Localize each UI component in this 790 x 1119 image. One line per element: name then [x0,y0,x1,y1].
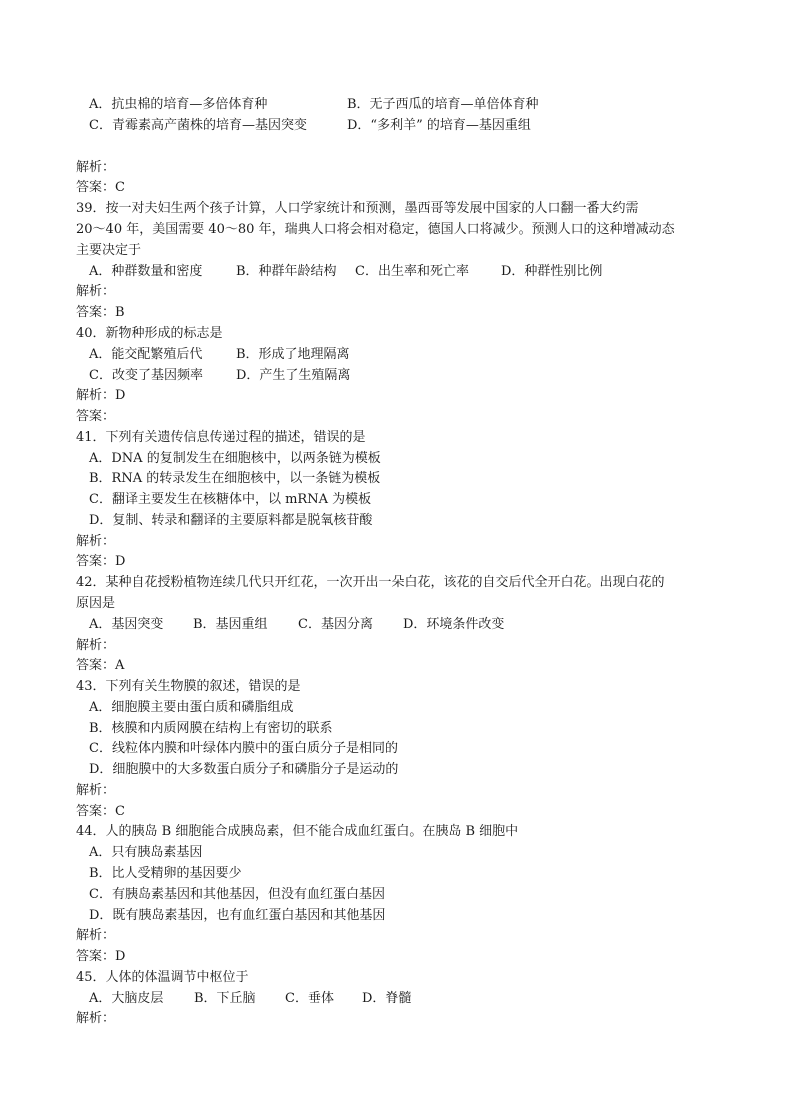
q39-option-c: C．出生率和死亡率 [355,264,469,279]
q42-option-b: B．基因重组 [193,617,268,632]
q38-answer: 答案：C [76,180,125,195]
q44-stem: 44．人的胰岛 B 细胞能合成胰岛素，但不能合成血红蛋白。在胰岛 B 细胞中 [76,824,519,839]
q45-option-d: D．脊髓 [362,991,412,1006]
q40-answer: 答案： [76,409,116,424]
q41-option-b: B．RNA 的转录发生在细胞核中，以一条链为模板 [89,471,381,486]
q45-option-a: A．大脑皮层 [89,991,164,1006]
q44-option-a: A．只有胰岛素基因 [89,845,203,860]
q41-analysis: 解析： [76,534,116,549]
q43-option-d: D．细胞膜中的大多数蛋白质分子和磷脂分子是运动的 [89,762,399,777]
q38-options-row-2 [89,116,531,137]
q43-option-c: C．线粒体内膜和叶绿体内膜中的蛋白质分子是相同的 [89,741,398,756]
q43-stem: 43．下列有关生物膜的叙述，错误的是 [76,679,301,694]
q41-option-d: D．复制、转录和翻译的主要原料都是脱氧核苷酸 [89,513,373,528]
q39-options-row [89,262,602,283]
q45-option-b: B．下丘脑 [194,991,256,1006]
q43-option-b: B．核膜和内质网膜在结构上有密切的联系 [89,721,333,736]
q41-answer: 答案：D [76,554,126,569]
q40-option-d: D．产生了生殖隔离 [236,368,351,383]
q38-option-c: C．青霉素高产菌株的培育—基因突变 [89,118,307,133]
q42-answer: 答案：A [76,658,125,673]
q43-answer: 答案：C [76,804,125,819]
q41-option-a: A．DNA 的复制发生在细胞核中，以两条链为模板 [89,451,381,466]
q38-options-row-1 [89,95,539,116]
q45-analysis: 解析： [76,1011,116,1026]
q44-option-d: D．既有胰岛素基因，也有血红蛋白基因和其他基因 [89,908,386,923]
q42-stem-1: 42．某种自花授粉植物连续几代只开红花，一次开出一朵白花，该花的自交后代全开白花。出现白花的 [76,575,665,590]
q38-option-b: B．无子西瓜的培育—单倍体育种 [347,97,539,112]
q45-stem: 45．人体的体温调节中枢位于 [76,970,249,985]
q39-answer: 答案：B [76,305,125,320]
q42-stem-2: 原因是 [76,596,116,611]
q38-option-a: A．抗虫棉的培育—多倍体育种 [89,97,268,112]
q39-stem-1: 39．按一对夫妇生两个孩子计算，人口学家统计和预测，墨西哥等发展中国家的人口翻一番大约需 [76,201,639,216]
q40-analysis: 解析：D [76,388,126,403]
q43-option-a: A．细胞膜主要由蛋白质和磷脂组成 [89,700,294,715]
q42-analysis: 解析： [76,638,116,653]
q42-option-c: C．基因分离 [298,617,373,632]
q40-option-c: C．改变了基因频率 [89,368,203,383]
q39-stem-2: 20～40 年，美国需要 40～80 年，瑞典人口将会相对稳定，德国人口将减少。预测人口的这种增减动态 [76,222,675,237]
q40-options-row-1 [89,345,350,366]
q44-option-b: B．比人受精卵的基因要少 [89,866,242,881]
q38-option-d: D．“多利羊” 的培育—基因重组 [347,118,531,133]
q44-analysis: 解析： [76,928,116,943]
q41-option-c: C．翻译主要发生在核糖体中，以 mRNA 为模板 [89,492,372,507]
q45-options-row [89,989,411,1010]
q44-answer: 答案：D [76,949,126,964]
q42-option-d: D．环境条件改变 [403,617,505,632]
q39-stem-3: 主要决定于 [76,243,142,258]
q39-analysis: 解析： [76,284,116,299]
q40-options-row-2 [89,366,350,387]
q39-option-a: A．种群数量和密度 [89,264,203,279]
q38-analysis: 解析： [76,160,116,175]
q40-option-b: B．形成了地理隔离 [236,347,350,362]
q41-stem: 41．下列有关遗传信息传递过程的描述，错误的是 [76,430,366,445]
q39-option-b: B．种群年龄结构 [236,264,337,279]
q39-option-d: D．种群性别比例 [501,264,603,279]
q42-options-row [89,615,504,636]
q42-option-a: A．基因突变 [89,617,164,632]
q40-stem: 40．新物种形成的标志是 [76,326,223,341]
q44-option-c: C．有胰岛素基因和其他基因，但没有血红蛋白基因 [89,887,385,902]
q43-analysis: 解析： [76,783,116,798]
q45-option-c: C．垂体 [285,991,334,1006]
q40-option-a: A．能交配繁殖后代 [89,347,203,362]
